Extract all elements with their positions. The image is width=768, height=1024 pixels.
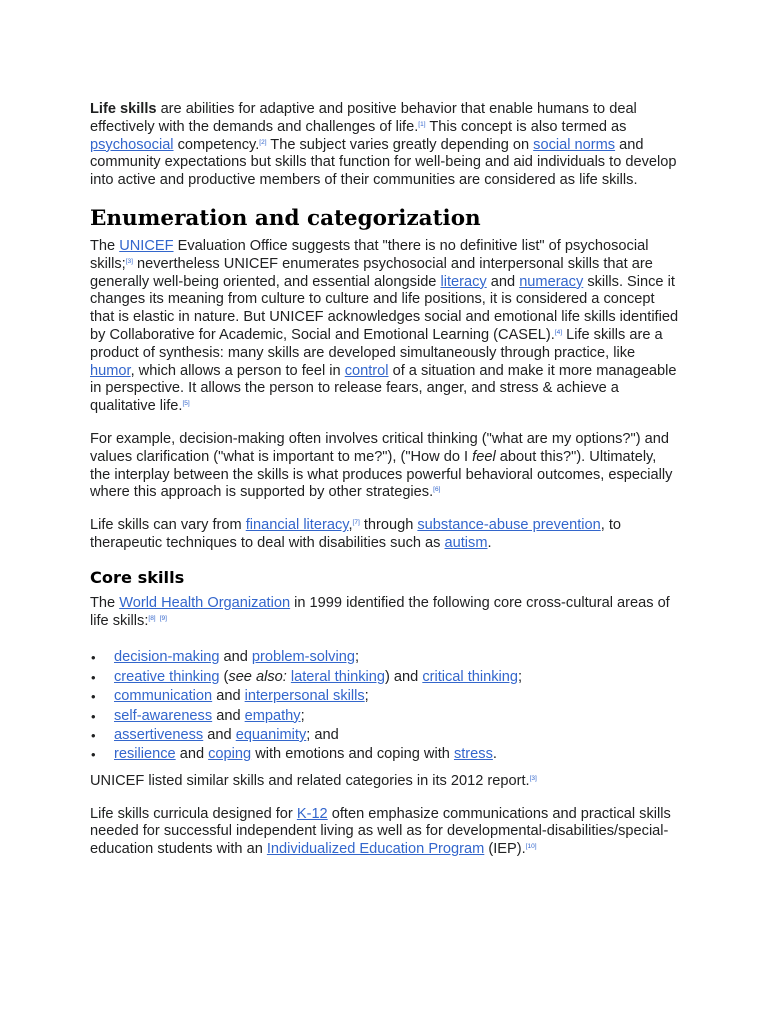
link-communication[interactable]: communication <box>114 688 213 705</box>
enumeration-paragraph-1: The UNICEF Evaluation Office suggests that "there is no definitive list" of psychosocial skills;[3] nevertheless UNICEF enumerates psychosocial and interpersonal skills that are generally well-being oriented, and essential alongside literacy and numeracy skills. Since it changes its meaning from culture to culture and life positions, it is considered a concept that is elastic in nature. But UNICEF acknowledges social and emotional life skills identified by Collaborative for Academic, Social and Emotional Learning (CASEL).[4] Life skills are a product of synthesis: many skills are developed simultaneously through practice, like humor, which allows a person to feel in control of a situation and make it more manageable in perspective. It allows the person to release fears, anger, and stress & achieve a qualitative life.[5] <box>90 237 679 415</box>
link-numeracy[interactable]: numeracy <box>519 273 584 290</box>
intro-paragraph: Life skills are abilities for adaptive and positive behavior that enable humans to deal effectively with the demands and challenges of life.[1] This concept is also termed as psychosocial competency.[2] The subject varies greatly depending on social norms and community expectations but skills that function for well-being and aid individuals to develop into active and productive members of their communities are considered as life skills. <box>90 101 677 189</box>
link-resilience[interactable]: resilience <box>114 746 176 763</box>
link-k-12[interactable]: K-12 <box>296 805 328 822</box>
link-literacy[interactable]: literacy <box>440 273 487 290</box>
list-item: • self-awareness and empathy; <box>114 707 680 726</box>
link-decision-making[interactable]: decision-making <box>114 649 220 666</box>
term-bold: Life skills <box>90 101 157 117</box>
reference-link[interactable]: [6] <box>433 486 441 494</box>
unicef-report-paragraph: UNICEF listed similar skills and related categories in its 2012 report.[3] <box>90 772 537 789</box>
link-critical-thinking[interactable]: critical thinking <box>422 668 519 685</box>
reference-link[interactable]: [10] <box>525 843 537 851</box>
link-who[interactable]: World Health Organization <box>119 594 291 611</box>
k12-paragraph: Life skills curricula designed for K-12 often emphasize communications and practical skills needed for successful independent living as well as for developmental-disabilities/special-education students with an Individualized Education Program (IEP).[10] <box>90 805 671 858</box>
link-creative-thinking[interactable]: creative thinking <box>114 668 220 685</box>
link-stress[interactable]: stress <box>453 746 493 763</box>
list-item: • resilience and coping with emotions and coping with stress. <box>114 745 680 764</box>
reference-link[interactable]: [4] <box>554 328 563 336</box>
article-content <box>90 101 680 859</box>
link-control[interactable]: control <box>344 362 389 379</box>
reference-link[interactable]: [2] <box>259 138 267 146</box>
section-heading-enumeration: Enumeration and categorization <box>90 205 481 231</box>
list-item: • assertiveness and equanimity; and <box>114 726 680 745</box>
link-problem-solving[interactable]: problem-solving <box>251 649 355 666</box>
link-substance-abuse-prevention[interactable]: substance-abuse prevention <box>417 517 601 534</box>
reference-link[interactable]: [3] <box>125 257 133 265</box>
reference-link[interactable]: [8] <box>148 614 156 622</box>
list-item: • communication and interpersonal skills; <box>114 687 680 706</box>
core-intro-paragraph: The World Health Organization in 1999 identified the following core cross-cultural areas of life skills:[8] [9] <box>90 594 670 629</box>
link-self-awareness[interactable]: self-awareness <box>114 707 213 724</box>
link-equanimity[interactable]: equanimity <box>235 726 307 743</box>
list-item: • decision-making and problem-solving; <box>114 648 680 667</box>
link-unicef[interactable]: UNICEF <box>119 237 174 254</box>
subheading-core-skills: Core skills <box>90 567 185 587</box>
enumeration-paragraph-3: Life skills can vary from financial literacy,[7] through substance-abuse prevention, to therapeutic techniques to deal with disabilities such as autism. <box>90 517 622 551</box>
reference-link[interactable]: [7] <box>352 519 360 527</box>
reference-link[interactable]: [9] <box>159 614 167 622</box>
link-iep[interactable]: Individualized Education Program <box>266 841 485 858</box>
reference-link[interactable]: [5] <box>182 400 190 408</box>
reference-link[interactable]: [3] <box>529 774 537 782</box>
link-social-norms[interactable]: social norms <box>533 136 616 153</box>
link-psychosocial[interactable]: psychosocial <box>90 136 174 153</box>
link-financial-literacy[interactable]: financial literacy <box>245 517 349 534</box>
reference-link[interactable]: [1] <box>418 120 426 128</box>
list-item: • creative thinking (see also: lateral thinking) and critical thinking; <box>114 668 680 687</box>
enumeration-paragraph-2: For example, decision-making often involves critical thinking ("what are my options?") and values clarification ("what is important to me?"), ("How do I feel about this?"). Ultimately, the interplay between the skills is what produces powerful behavioral outcomes, especially where this approach is supported by other strategies.[6] <box>90 430 673 501</box>
core-skills-list <box>90 648 680 764</box>
link-assertiveness[interactable]: assertiveness <box>114 726 204 743</box>
link-empathy[interactable]: empathy <box>244 707 301 724</box>
link-coping[interactable]: coping <box>208 746 252 763</box>
link-autism[interactable]: autism <box>444 534 488 551</box>
link-interpersonal-skills[interactable]: interpersonal skills <box>244 688 365 705</box>
link-humor[interactable]: humor <box>90 362 131 379</box>
link-lateral-thinking[interactable]: lateral thinking <box>290 668 385 685</box>
